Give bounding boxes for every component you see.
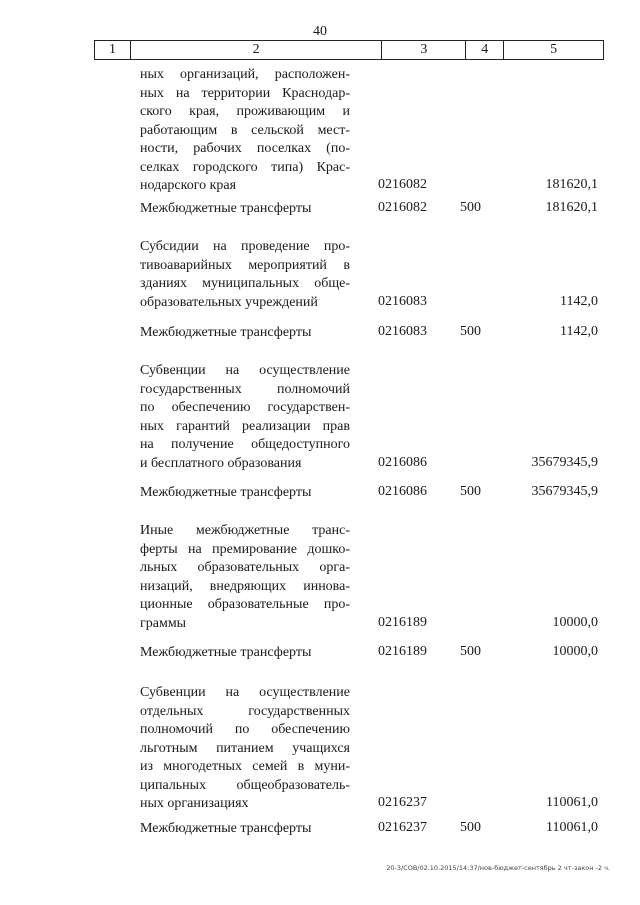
row-description [140,820,350,839]
column-header-5: 5 [504,41,604,60]
description-line: нодарского края [140,178,237,193]
row-description [140,484,350,503]
description-line: ности, рабочих поселках (по- [140,141,350,156]
expense-type: 500 [460,324,481,339]
description-line: ных организациях [140,796,249,811]
description-line: Субвенции на осуществление [140,685,350,700]
description-line: Межбюджетные трансферты [140,325,312,340]
target-code: 0216237 [378,820,427,835]
target-code: 0216189 [378,614,427,630]
description-line: ферты на премирование дошко- [140,541,350,557]
expense-type: 500 [460,644,481,659]
description-line: ционные образовательные про- [140,597,350,612]
amount: 35679345,9 [531,484,598,499]
amount: 1142,0 [560,293,598,309]
description-line: по обеспечению государствен- [140,400,350,415]
row-description [140,200,350,219]
description-line: Иные межбюджетные транс- [140,523,350,538]
description-line: на получение общедоступного [140,437,350,452]
description-line: государственных полномочий [140,381,350,397]
description-line: образовательных учреждений [140,294,318,310]
description-line: Субсидии на проведение про- [140,239,350,254]
amount: 110061,0 [546,795,598,810]
description-line: ского края, проживающим и [140,104,350,119]
target-code: 0216237 [378,795,427,810]
target-code: 0216086 [378,484,427,499]
amount: 181620,1 [545,177,598,192]
footer-file-stamp: 20-3/СОВ/02.10.2015/14:37/нов-бюджет-сентябрь 2 чт-закон -2 ч. [386,864,610,872]
column-header-row [95,41,604,60]
expense-type: 500 [460,200,481,215]
target-code: 0216086 [378,454,427,470]
row-description [140,362,350,473]
description-line: ных на территории Краснодар- [140,85,350,101]
description-line: Межбюджетные трансферты [140,485,312,500]
description-line: селках городского типа) Крас- [140,159,350,175]
target-code: 0216083 [378,324,427,339]
amount: 10000,0 [552,644,598,659]
row-description [140,66,350,196]
row-description [140,684,350,814]
amount: 10000,0 [552,614,598,630]
row-description [140,324,350,343]
target-code: 0216082 [378,200,427,215]
expense-type: 500 [460,820,481,835]
description-line: Субвенции на осуществление [140,363,350,378]
description-line: из многодетных семей в муни- [140,759,350,774]
description-line: отдельных государственных [140,703,350,719]
description-line: Межбюджетные трансферты [140,821,312,836]
amount: 35679345,9 [531,454,598,470]
description-line: граммы [140,615,187,631]
target-code: 0216082 [378,177,427,192]
target-code: 0216189 [378,644,427,659]
column-header-table [94,40,604,60]
description-line: тивоаварийных мероприятий в [140,257,350,273]
description-line: Межбюджетные трансферты [140,645,312,660]
description-line: низаций, внедряющих иннова- [140,578,350,594]
column-header-3: 3 [382,41,466,60]
description-line: льготным питанием учащихся [140,740,350,756]
description-line: ных организаций, расположен- [140,67,350,82]
description-line: полномочий по обеспечению [140,722,350,737]
page-number: 40 [313,24,327,39]
amount: 181620,1 [545,200,598,215]
column-header-1: 1 [95,41,131,60]
expense-type: 500 [460,484,481,499]
description-line: ных гарантий реализации прав [140,418,350,434]
row-description [140,522,350,633]
description-line: работающим в сельской мест- [140,122,350,138]
row-description [140,238,350,312]
description-line: Межбюджетные трансферты [140,201,312,216]
description-line: льных образовательных орга- [140,560,350,575]
amount: 1142,0 [560,324,598,339]
row-description [140,644,350,663]
column-header-4: 4 [466,41,504,60]
description-line: зданиях муниципальных обще- [140,276,350,291]
amount: 110061,0 [546,820,598,835]
column-header-2: 2 [130,41,381,60]
description-line: и бесплатного образования [140,455,302,471]
target-code: 0216083 [378,293,427,309]
description-line: ципальных общеобразователь- [140,777,350,793]
